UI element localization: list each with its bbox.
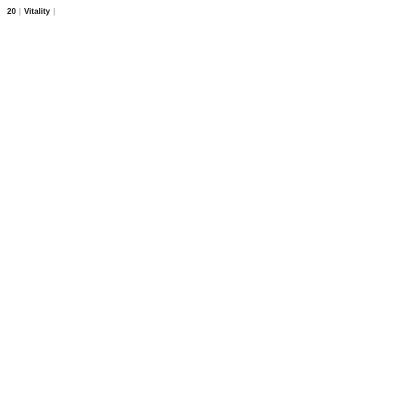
- header-separator-trailing: |: [53, 7, 56, 16]
- column-2: [105, 20, 198, 390]
- header-separator: |: [18, 7, 21, 16]
- column-1: [7, 20, 100, 390]
- column-3: [203, 20, 296, 390]
- section-title: Vitality: [23, 7, 51, 16]
- page-header: [7, 6, 393, 17]
- column-4: [300, 20, 393, 390]
- event-listings: [7, 20, 393, 390]
- page-number: 20: [7, 7, 16, 16]
